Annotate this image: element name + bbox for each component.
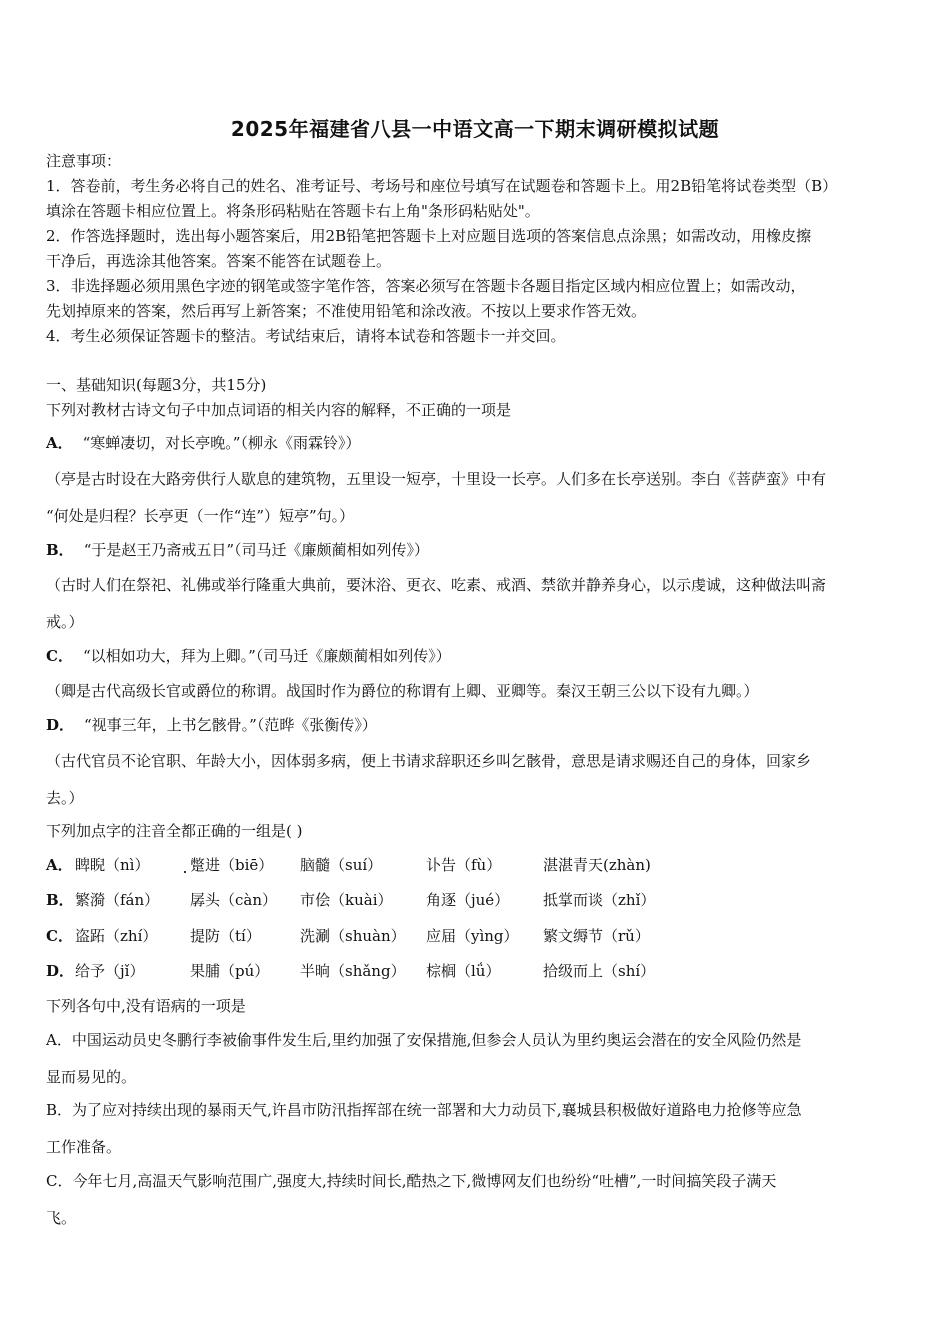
option-label: D．	[46, 962, 75, 980]
option-text: “视事三年，上书乞骸骨。”（范晔《张衡传》）	[84, 716, 377, 734]
pinyin-item: 角逐（jué）	[426, 891, 510, 909]
pinyin-item: 棕榈（lǘ）	[426, 962, 501, 980]
notice-line: 先划掉原来的答案，然后再写上新答案；不准使用铅笔和涂改液。不按以上要求作答无效。	[46, 302, 647, 320]
option-text: “以相如功大，拜为上卿。”（司马迁《廉颇蔺相如列传》）	[82, 647, 451, 665]
notice-line: 2．作答选择题时，选出每小题答案后，用2B铅笔把答题卡上对应题目选项的答案信息点涂黑；如需改动，用橡皮擦	[46, 227, 812, 245]
pinyin-item: 繁文缛节（rǔ）	[543, 927, 650, 945]
pinyin-item: 应届（yìng）	[426, 927, 519, 945]
pinyin-item: 孱头（càn）	[190, 891, 278, 909]
option-note: 去。）	[46, 789, 84, 807]
option-c-line: 飞。	[46, 1209, 77, 1227]
option-note: （卿是古代高级长官或爵位的称谓。战国时作为爵位的称谓有上卿、亚卿等。秦汉王朝三公以下设有九卿。）	[46, 682, 759, 700]
option-note: “何处是归程？长亭更（一作“连”）短亭”句。）	[46, 507, 355, 525]
option-a-line: 显而易见的。	[46, 1068, 137, 1086]
option-c	[46, 646, 451, 666]
pinyin-item: 讣告（fù）	[426, 856, 502, 874]
question-stem: 下列各句中,没有语病的一项是	[46, 997, 246, 1015]
question-stem: 下列加点字的注音全都正确的一组是( )	[46, 822, 303, 840]
pinyin-item: 湛湛青天(zhàn)	[543, 856, 651, 874]
notice-line: 4．考生必须保证答题卡的整洁。考试结束后，请将本试卷和答题卡一并交回。	[46, 327, 566, 345]
pinyin-item: 脑髓（suí）	[300, 856, 383, 874]
option-label: A．	[46, 434, 73, 452]
option-a-line: A．中国运动员史冬鹏行李被偷事件发生后,里约加强了安保措施,但参会人员认为里约奥运会潜在的安全风险仍然是	[46, 1031, 802, 1049]
pinyin-item: 市侩（kuài）	[300, 891, 393, 909]
pinyin-item: 提防（tí）	[190, 927, 261, 945]
option-label: B．	[46, 891, 74, 909]
pinyin-item: 睥睨（nì）	[75, 856, 150, 874]
option-note: 戒。）	[46, 613, 84, 631]
notice-line: 3．非选择题必须用黑色字迹的钢笔或签字笔作答，答案必须写在答题卡各题目指定区域内相应位置上；如需改动，	[46, 277, 806, 295]
page-title: 2025年福建省八县一中语文高一下期末调研模拟试题	[230, 117, 720, 141]
pinyin-item: 盗跖（zhí）	[75, 927, 158, 945]
option-label: B．	[46, 541, 74, 559]
option-label: D．	[46, 716, 75, 734]
pinyin-item: 繁漪（fán）	[75, 891, 160, 909]
notice-line: 干净后，再选涂其他答案。答案不能答在试题卷上。	[46, 252, 392, 270]
option-d	[46, 715, 377, 735]
option-a	[46, 433, 360, 453]
option-note: （古代官员不论官职、年龄大小，因体弱多病，便上书请求辞职还乡叫乞骸骨，意思是请求赐还自己的身体，回家乡	[46, 752, 812, 770]
option-b	[46, 540, 429, 560]
pinyin-item: 拾级而上（shí）	[543, 962, 656, 980]
option-note: （亭是古时设在大路旁供行人歇息的建筑物，五里设一短亭，十里设一长亭。人们多在长亭送别。李白《菩萨蛮》中有	[46, 470, 827, 488]
pinyin-item: 蹩进（biē）	[190, 856, 274, 874]
section-heading: 一、基础知识(每题3分，共15分)	[46, 376, 267, 394]
option-text: “寒蝉凄切，对长亭晚。”（柳永《雨霖铃》）	[82, 434, 361, 452]
pinyin-item: 半晌（shǎng）	[300, 962, 406, 980]
option-c-line: C．今年七月,高温天气影响范围广,强度大,持续时间长,酷热之下,微博网友们也纷纷“吐槽”,一时间搞笑段子满天	[46, 1172, 777, 1190]
option-note: （古时人们在祭祀、礼佛或举行隆重大典前，要沐浴、更衣、吃素、戒酒、禁欲并静养身心，以示虔诚，这种做法叫斋	[46, 576, 827, 594]
notice-line: 填涂在答题卡相应位置上。将条形码粘贴在答题卡右上角"条形码粘贴处"。	[46, 202, 540, 220]
option-b-line: B．为了应对持续出现的暴雨天气,许昌市防汛指挥部在统一部署和大力动员下,襄城县积极做好道路电力抢修等应急	[46, 1101, 802, 1119]
notice-heading: 注意事项：	[46, 152, 122, 170]
notice-line: 1．答卷前，考生务必将自己的姓名、准考证号、考场号和座位号填写在试题卷和答题卡上。用2B铅笔将试卷类型（B）	[46, 177, 838, 195]
pinyin-item: 洗涮（shuàn）	[300, 927, 406, 945]
option-text: “于是赵王乃斋戒五日”（司马迁《廉颇蔺相如列传》）	[83, 541, 430, 559]
option-label: A．	[46, 856, 73, 874]
option-b-line: 工作准备。	[46, 1138, 122, 1156]
pinyin-item: 果脯（pú）	[190, 962, 270, 980]
option-label: C．	[46, 647, 73, 665]
option-label: C．	[46, 927, 73, 945]
question-stem: 下列对教材古诗文句子中加点词语的相关内容的解释，不正确的一项是	[46, 401, 512, 419]
pinyin-item: 抵掌而谈（zhǐ）	[543, 891, 656, 909]
pinyin-item: 给予（jǐ）	[75, 962, 145, 980]
emphasis-dot	[184, 871, 186, 873]
